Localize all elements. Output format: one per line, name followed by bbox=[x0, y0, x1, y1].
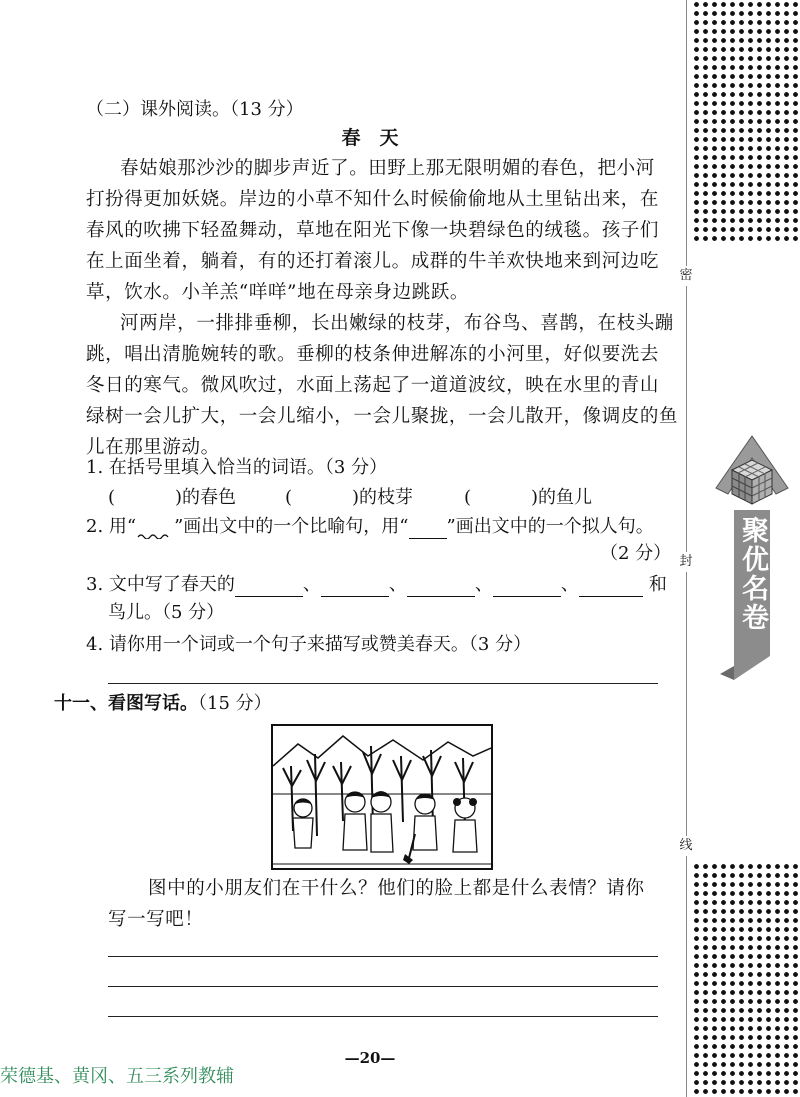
question-3 bbox=[86, 573, 667, 597]
blank-label: )的春色 bbox=[175, 487, 237, 508]
passage-line: 春姑娘那沙沙的脚步声近了。田野上那无限明媚的春色，把小河 bbox=[120, 158, 655, 179]
question-2-score: （2 分） bbox=[600, 543, 672, 564]
passage-line: 儿在那里游动。 bbox=[86, 437, 220, 458]
question-3-line2: 鸟儿。（5 分） bbox=[108, 602, 225, 623]
answer-blank[interactable] bbox=[493, 578, 561, 597]
writing-heading-title: 十一、看图写话。 bbox=[54, 693, 198, 714]
writing-prompt: 写一写吧！ bbox=[108, 909, 204, 930]
blank-1[interactable] bbox=[108, 486, 236, 510]
dot-pattern-bottom bbox=[692, 862, 800, 1097]
passage-line: 打扮得更加妖娆。岸边的小草不知什么时候偷偷地从土里钻出来，在 bbox=[86, 189, 660, 210]
blank-label: )的枝芽 bbox=[352, 487, 414, 508]
illustration-svg bbox=[273, 726, 491, 868]
passage-line: 春风的吹拂下轻盈舞动，草地在阳光下像一块碧绿色的绒毯。孩子们 bbox=[86, 220, 660, 241]
binding-line bbox=[686, 0, 687, 1097]
paren-open: ( bbox=[464, 487, 472, 508]
paren-open: ( bbox=[285, 487, 293, 508]
seal-char-mi: 密 bbox=[677, 266, 695, 286]
blank-3[interactable] bbox=[464, 486, 592, 510]
writing-heading bbox=[54, 692, 272, 716]
page-number: —20— bbox=[344, 1049, 396, 1067]
answer-blank[interactable] bbox=[321, 578, 389, 597]
brand-badge bbox=[706, 430, 798, 688]
q3-and: 和 bbox=[648, 574, 667, 595]
passage-line: 跳，唱出清脆婉转的歌。垂柳的枝条伸进解冻的小河里，好似要洗去 bbox=[86, 344, 660, 365]
writing-line[interactable] bbox=[108, 1016, 658, 1017]
reading-heading: （二）课外阅读。（13 分） bbox=[86, 99, 304, 120]
answer-blank[interactable] bbox=[579, 578, 643, 597]
question-1: 1. 在括号里填入恰当的词语。（3 分） bbox=[86, 457, 388, 478]
passage-title: 春 天 bbox=[341, 127, 399, 149]
passage-line: 河两岸，一排排垂柳，长出嫩绿的枝芽，布谷鸟、喜鹊，在枝头蹦 bbox=[120, 313, 674, 334]
q2-middle: ”画出文中的一个比喻句，用“ bbox=[174, 516, 409, 537]
writing-line[interactable] bbox=[108, 956, 658, 957]
passage-line: 在上面坐着，躺着，有的还打着滚儿。成群的牛羊欢快地来到河边吃 bbox=[86, 251, 660, 272]
seal-char-xian: 线 bbox=[677, 836, 695, 856]
q2-prefix: 2. 用“ bbox=[86, 516, 137, 537]
series-footer: 荣德基、黄冈、五三系列教辅 bbox=[0, 1066, 234, 1087]
passage-line: 冬日的寒气。微风吹过，水面上荡起了一道道波纹，映在水里的青山 bbox=[86, 375, 660, 396]
separator: 、 bbox=[302, 574, 321, 595]
passage-line: 草，饮水。小羊羔“咩咩”地在母亲身边跳跃。 bbox=[86, 282, 470, 303]
blank-2[interactable] bbox=[285, 486, 413, 510]
question-4: 4. 请你用一个词或一个句子来描写或赞美春天。（3 分） bbox=[86, 634, 532, 655]
answer-blank[interactable] bbox=[407, 578, 475, 597]
straight-line-icon bbox=[409, 520, 447, 539]
q3-prefix: 3. 文中写了春天的 bbox=[86, 574, 235, 595]
paren-open: ( bbox=[108, 487, 116, 508]
passage-line: 绿树一会儿扩大，一会儿缩小，一会儿聚拢，一会儿散开，像调皮的鱼 bbox=[86, 406, 679, 427]
seal-char-feng: 封 bbox=[677, 552, 695, 572]
blank-label: )的鱼儿 bbox=[531, 487, 593, 508]
writing-line[interactable] bbox=[108, 986, 658, 987]
brand-name: 聚优名卷 bbox=[737, 516, 768, 632]
q2-suffix: ”画出文中的一个拟人句。 bbox=[446, 516, 654, 537]
answer-line[interactable] bbox=[108, 683, 658, 684]
writing-heading-score: （15 分） bbox=[198, 693, 272, 714]
dot-pattern-top bbox=[692, 0, 800, 244]
illustration-kids-planting-trees bbox=[271, 724, 493, 870]
writing-prompt: 图中的小朋友们在干什么？他们的脸上都是什么表情？请你 bbox=[148, 878, 645, 899]
separator: 、 bbox=[560, 574, 579, 595]
wavy-line-icon bbox=[136, 521, 174, 539]
answer-blank[interactable] bbox=[235, 578, 303, 597]
separator: 、 bbox=[474, 574, 493, 595]
separator: 、 bbox=[388, 574, 407, 595]
question-2 bbox=[86, 515, 654, 539]
